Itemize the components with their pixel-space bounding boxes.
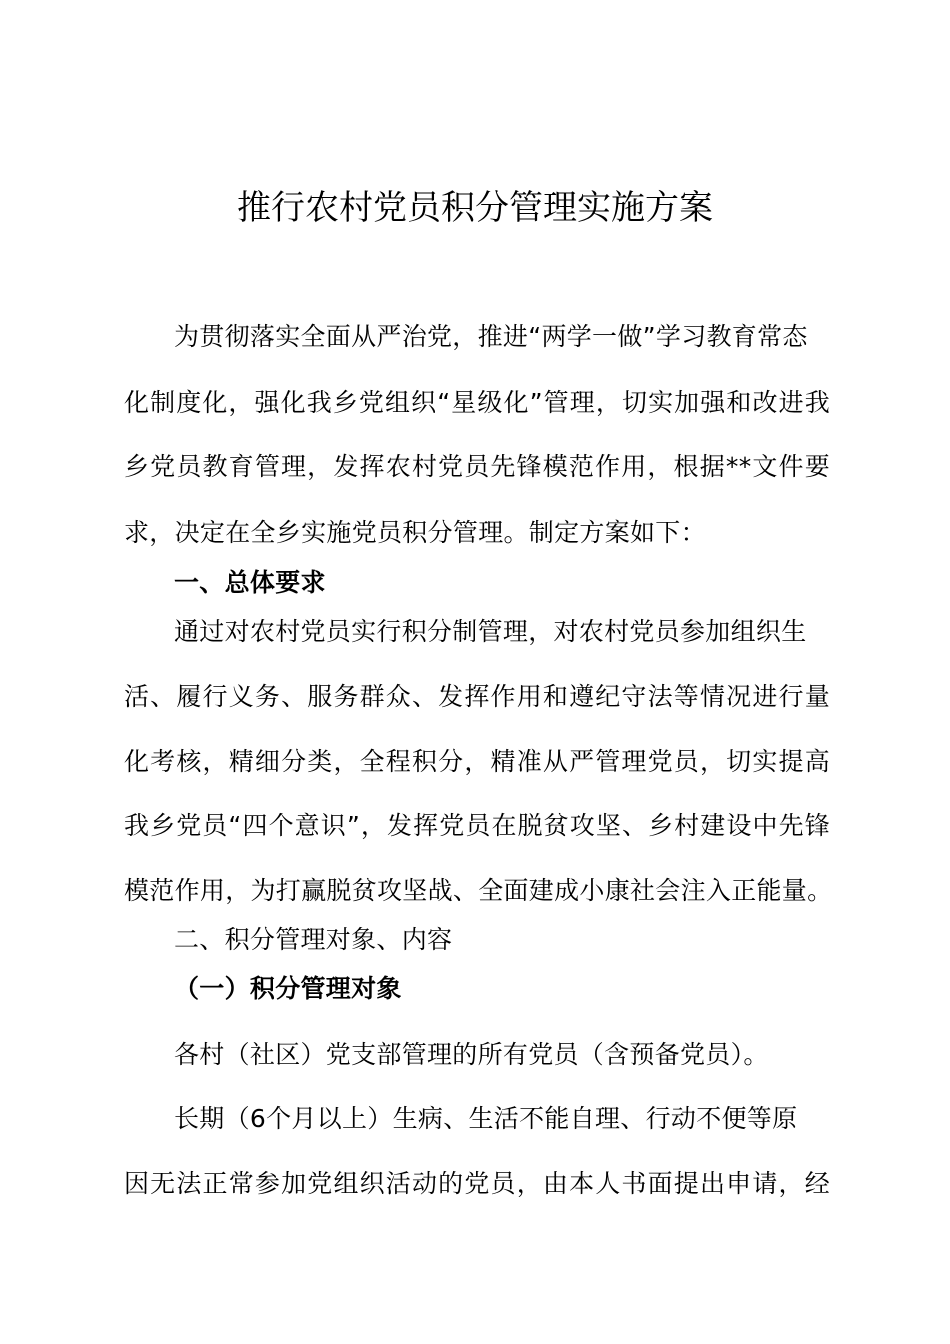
section-heading: 二、积分管理对象、内容: [174, 925, 453, 954]
section-heading: 一、总体要求: [174, 568, 326, 597]
paragraph-line: 为贯彻落实全面从严治党，推进“两学一做”学习教育常态: [174, 322, 808, 351]
paragraph-line: 各村（社区）党支部管理的所有党员（含预备党员）。: [174, 1040, 769, 1069]
subsection-heading: （一）积分管理对象: [174, 974, 402, 1003]
paragraph-line: 活、履行义务、服务群众、发挥作用和遵纪守法等情况进行量: [124, 682, 830, 711]
paragraph-line: 化制度化，强化我乡党组织“星级化”管理，切实加强和改进我: [124, 388, 830, 417]
paragraph-line: 化考核，精细分类，全程积分，精准从严管理党员，切实提高: [124, 747, 830, 776]
paragraph-line: 乡党员教育管理，发挥农村党员先锋模范作用，根据**文件要: [124, 452, 830, 481]
paragraph-line: 求，决定在全乡实施党员积分管理。制定方案如下：: [124, 518, 706, 547]
paragraph-line: 通过对农村党员实行积分制管理，对农村党员参加组织生: [174, 617, 807, 646]
paragraph-line: 我乡党员“四个意识”，发挥党员在脱贫攻坚、乡村建设中先锋: [124, 811, 830, 840]
paragraph-line: 模范作用，为打赢脱贫攻坚战、全面建成小康社会注入正能量。: [124, 876, 833, 905]
paragraph-line: 长期（6个月以上）生病、生活不能自理、行动不便等原: [174, 1104, 798, 1133]
paragraph-line: 因无法正常参加党组织活动的党员，由本人书面提出申请，经: [124, 1169, 830, 1198]
document-title: 推行农村党员积分管理实施方案: [237, 188, 713, 228]
